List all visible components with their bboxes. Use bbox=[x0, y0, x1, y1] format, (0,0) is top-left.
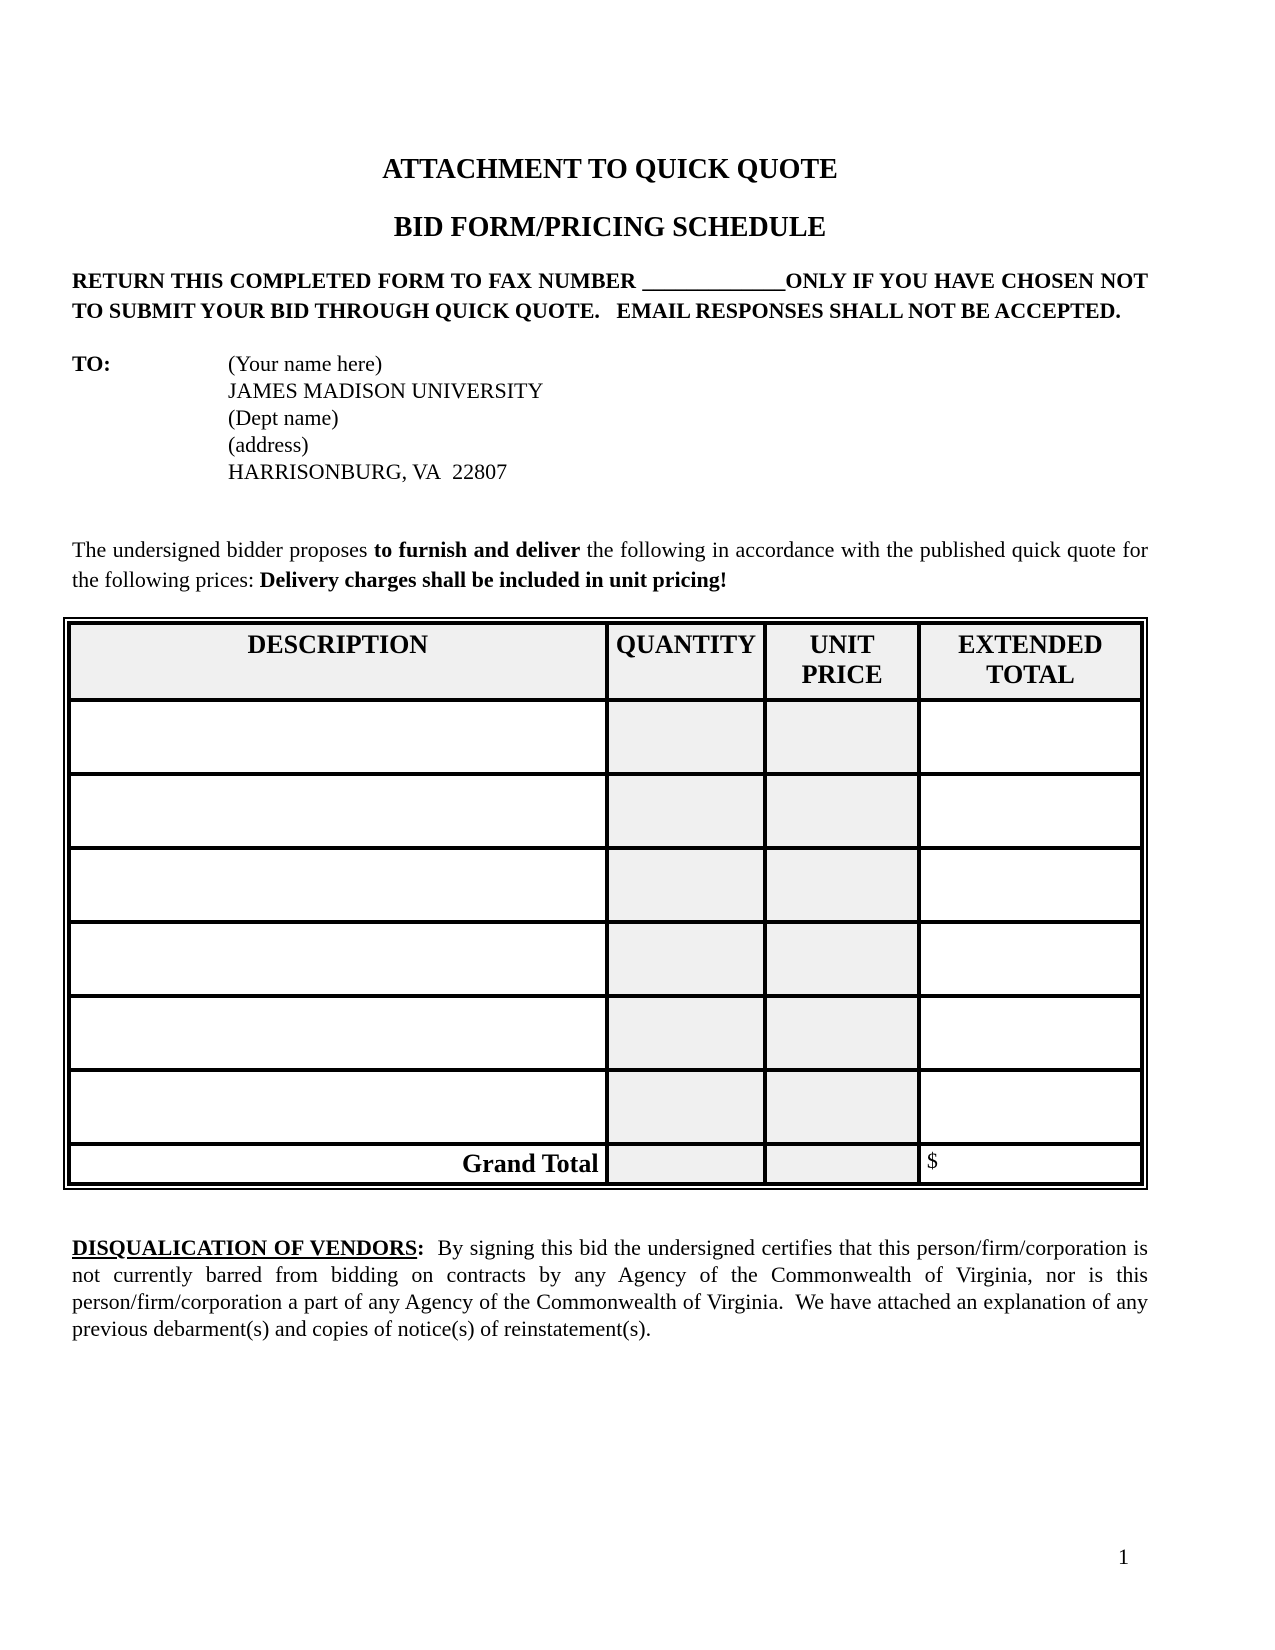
disqualification-clause bbox=[72, 1234, 1148, 1342]
disqualification-heading: DISQUALICATION OF VENDORS bbox=[72, 1235, 418, 1260]
grand-total-label: Grand Total bbox=[69, 1144, 607, 1184]
to-label: TO: bbox=[72, 351, 111, 376]
return-instructions: RETURN THIS COMPLETED FORM TO FAX NUMBER _____________ONLY IF YOU HAVE CHOSEN NOT TO SUBMIT YOUR BID THROUGH QUICK QUOTE. EMAIL RESPONSES SHALL NOT BE ACCEPTED. bbox=[72, 268, 1148, 323]
description-cell bbox=[69, 1070, 607, 1144]
quantity-cell bbox=[607, 922, 766, 996]
proposal-text: the following in accordance with the published quick quote for the following prices: bbox=[72, 537, 1149, 592]
pricing-table-header bbox=[69, 623, 1142, 700]
pricing-table-footer bbox=[69, 1144, 1142, 1184]
extended-total-header: EXTENDED TOTAL bbox=[919, 623, 1142, 700]
description-cell bbox=[69, 700, 607, 774]
unit-price-cell bbox=[765, 774, 918, 848]
quantity-cell bbox=[607, 996, 766, 1070]
unit-price-cell bbox=[765, 848, 918, 922]
extended-total-cell bbox=[919, 774, 1142, 848]
page-number: 1 bbox=[1118, 1544, 1129, 1569]
recipient-line: HARRISONBURG, VA 22807 bbox=[228, 459, 508, 484]
table-row bbox=[69, 996, 1142, 1070]
document-content bbox=[72, 0, 1148, 1342]
unit-price-cell bbox=[765, 996, 918, 1070]
description-header: DESCRIPTION bbox=[69, 623, 607, 700]
table-row bbox=[69, 700, 1142, 774]
extended-total-cell bbox=[919, 1070, 1142, 1144]
recipient-line: (address) bbox=[228, 432, 309, 457]
grand-total-unit-price-cell bbox=[765, 1144, 918, 1184]
grand-total-quantity-cell bbox=[607, 1144, 766, 1184]
unit-price-cell bbox=[765, 922, 918, 996]
quantity-header: QUANTITY bbox=[607, 623, 766, 700]
recipient-address bbox=[228, 350, 543, 485]
document-title: ATTACHMENT TO QUICK QUOTE bbox=[382, 154, 838, 185]
description-cell bbox=[69, 848, 607, 922]
quantity-cell bbox=[607, 1070, 766, 1144]
unit-price-cell bbox=[765, 700, 918, 774]
proposal-text-bold: to furnish and deliver bbox=[373, 537, 581, 562]
unit-price-cell bbox=[765, 1070, 918, 1144]
table-row bbox=[69, 1070, 1142, 1144]
extended-total-cell bbox=[919, 700, 1142, 774]
recipient-line: JAMES MADISON UNIVERSITY bbox=[228, 378, 544, 403]
quantity-cell bbox=[607, 774, 766, 848]
extended-total-cell bbox=[919, 922, 1142, 996]
recipient-line: (Your name here) bbox=[228, 351, 383, 376]
pricing-table bbox=[67, 621, 1144, 1186]
table-row bbox=[69, 922, 1142, 996]
disqualification-colon: : bbox=[417, 1235, 425, 1260]
header-row bbox=[69, 623, 1142, 700]
quantity-cell bbox=[607, 848, 766, 922]
description-cell bbox=[69, 922, 607, 996]
document-subtitle: BID FORM/PRICING SCHEDULE bbox=[393, 212, 827, 243]
grand-total-row bbox=[69, 1144, 1142, 1184]
pricing-table-body bbox=[69, 700, 1142, 1144]
disqualification-text: By signing this bid the undersigned certifies that this person/firm/corporation is not currently barred from bidding on contracts by any Agency of the Commonwealth of Virginia, nor is this person/firm/corporation a part of any Agency of the Commonwealth of Virginia. We have attached an explanation of any previous debarment(s) and copies of notice(s) of reinstatement(s). bbox=[72, 1235, 1148, 1341]
grand-total-amount-cell: $ bbox=[919, 1144, 1142, 1184]
extended-total-cell bbox=[919, 996, 1142, 1070]
proposal-text-bold: Delivery charges shall be included in unit pricing! bbox=[259, 567, 728, 592]
table-row bbox=[69, 774, 1142, 848]
extended-total-cell bbox=[919, 848, 1142, 922]
unit-price-header: UNIT PRICE bbox=[765, 623, 918, 700]
table-row bbox=[69, 848, 1142, 922]
pricing-table-container bbox=[63, 617, 1148, 1190]
description-cell bbox=[69, 774, 607, 848]
recipient-line: (Dept name) bbox=[228, 405, 339, 430]
proposal-statement bbox=[72, 535, 1148, 595]
proposal-text: The undersigned bidder proposes bbox=[72, 537, 374, 562]
recipient-block bbox=[72, 350, 1148, 485]
description-cell bbox=[69, 996, 607, 1070]
quantity-cell bbox=[607, 700, 766, 774]
